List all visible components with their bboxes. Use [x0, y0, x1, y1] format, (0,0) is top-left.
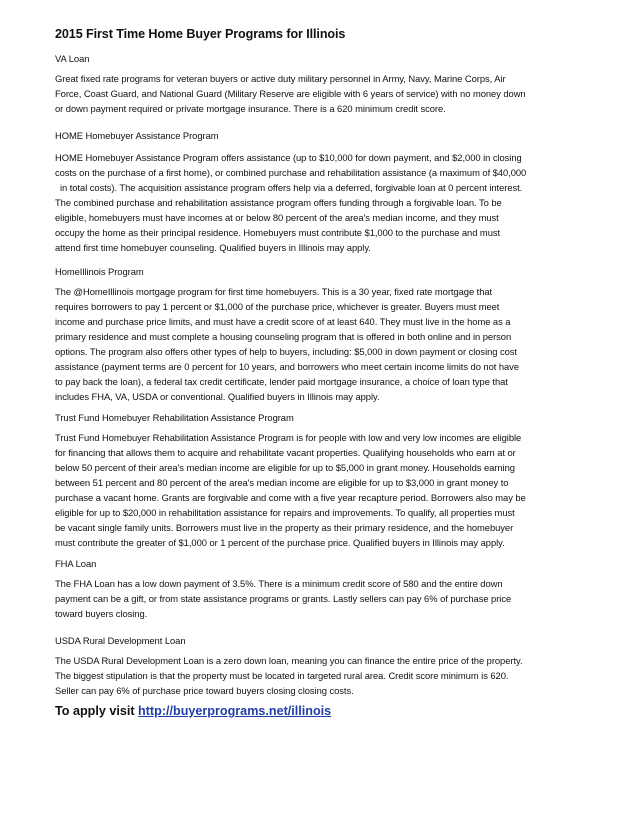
body-line: Force, Coast Guard, and National Guard (Military Reserve are eligible with 6 years of service) with no money down: [55, 88, 526, 99]
section-heading-trust-fund: Trust Fund Homebuyer Rehabilitation Assistance Program: [55, 412, 294, 423]
body-line: The biggest stipulation is that the property must be located in targeted rural area. Credit score minimum is 620.: [55, 670, 509, 681]
body-line: Trust Fund Homebuyer Rehabilitation Assistance Program is for people with low and very low incomes are eligible: [55, 432, 522, 443]
apply-link[interactable]: http://buyerprograms.net/illinois: [138, 704, 332, 718]
body-line: purchase a vacant home. Grants are forgivable and come with a five year recapture period. Borrowers also may be: [55, 492, 526, 503]
body-line: or down payment required or private mortgage insurance. There is a 620 minimum credit score.: [55, 103, 446, 114]
section-body-home-assistance: [55, 150, 595, 255]
section-body-trust-fund: [55, 430, 595, 550]
body-line: primary residence and must complete a housing counseling program that is offered in both online and in person: [55, 331, 512, 342]
apply-label: To apply visit: [55, 704, 135, 718]
body-line: for financing that allows them to acquire and rehabilitate vacant properties. Qualifying households who earn at or: [55, 447, 516, 458]
body-line: occupy the home as their principal residence. Homebuyers must contribute $1,000 to the purchase and must: [55, 227, 501, 238]
section-body-va-loan: [55, 71, 595, 116]
body-line: be vacant single family units. Borrowers must live in the property as their primary residence, and the homebuyer: [55, 522, 514, 533]
body-line: requires borrowers to pay 1 percent or $1,000 of the purchase price, whichever is greater. Buyers must meet: [55, 301, 500, 312]
section-heading-usda-loan: USDA Rural Development Loan: [55, 635, 186, 646]
section-heading-fha-loan: FHA Loan: [55, 558, 97, 569]
body-line: Great fixed rate programs for veteran buyers or active duty military personnel in Army, Navy, Marine Corps, Air: [55, 73, 506, 84]
page-title: 2015 First Time Home Buyer Programs for Illinois: [55, 27, 346, 41]
body-line: costs on the purchase of a first home), or combined purchase and rehabilitation assistance (a maximum of $40,000: [55, 167, 527, 178]
body-line: eligible, homebuyers must have incomes at or below 80 percent of the area's median income, and they must: [55, 212, 499, 223]
body-line: income and purchase price limits, and must have a credit score of at least 640. They must live in the home as a: [55, 316, 511, 327]
section-heading-home-assistance: HOME Homebuyer Assistance Program: [55, 130, 219, 141]
body-line: includes FHA, VA, USDA or conventional. Qualified buyers in Illinois may apply.: [55, 391, 380, 402]
body-line: toward buyers closing.: [55, 608, 148, 619]
body-line: assistance (payment terms are 0 percent for 10 years, and borrowers who meet certain income limits do not have: [55, 361, 519, 372]
section-body-fha-loan: [55, 576, 595, 621]
section-heading-homeillinois: HomeIllinois Program: [55, 266, 144, 277]
body-line: HOME Homebuyer Assistance Program offers assistance (up to $10,000 for down payment, and $2,000 in closing: [55, 152, 522, 163]
body-line: The USDA Rural Development Loan is a zero down loan, meaning you can finance the entire price of the property.: [55, 655, 523, 666]
section-body-usda-loan: [55, 653, 595, 698]
body-line: The @HomeIllinois mortgage program for first time homebuyers. This is a 30 year, fixed rate mortgage that: [55, 286, 493, 297]
section-body-homeillinois: [55, 284, 595, 404]
body-line: to pay back the loan), a federal tax credit certificate, lender paid mortgage insurance, a choice of loan type that: [55, 376, 508, 387]
body-line: Seller can pay 6% of purchase price toward buyers closing closing costs.: [55, 685, 354, 696]
section-heading-va-loan: VA Loan: [55, 53, 90, 64]
body-line: in total costs). The acquisition assistance program offers help via a deferred, forgivable loan at 0 percent interest.: [60, 182, 523, 193]
body-line: eligible for up to $20,000 in rehabilitation assistance for repairs and improvements. To qualify, all properties must: [55, 507, 515, 518]
body-line: between 51 percent and 80 percent of the area's median income are eligible for up to $3,000 in grant money to: [55, 477, 509, 488]
body-line: below 50 percent of their area's median income are eligible for up to $5,000 in grant money. Households earning: [55, 462, 515, 473]
body-line: options. The program also offers other types of help to buyers, including: $5,000 in down payment or closing cost: [55, 346, 517, 357]
body-line: must contribute the greater of $1,000 or 1 percent of the purchase price. Qualified buyers in Illinois may apply.: [55, 537, 505, 548]
body-line: attend first time homebuyer counseling. Qualified buyers in Illinois may apply.: [55, 242, 371, 253]
body-line: payment can be a gift, or from state assistance programs or grants. Lastly sellers can pay 6% of purchase price: [55, 593, 512, 604]
apply-callout: [55, 704, 595, 718]
body-line: The combined purchase and rehabilitation assistance program offers funding through a forgivable loan. To be: [55, 197, 502, 208]
body-line: The FHA Loan has a low down payment of 3.5%. There is a minimum credit score of 580 and the entire down: [55, 578, 503, 589]
